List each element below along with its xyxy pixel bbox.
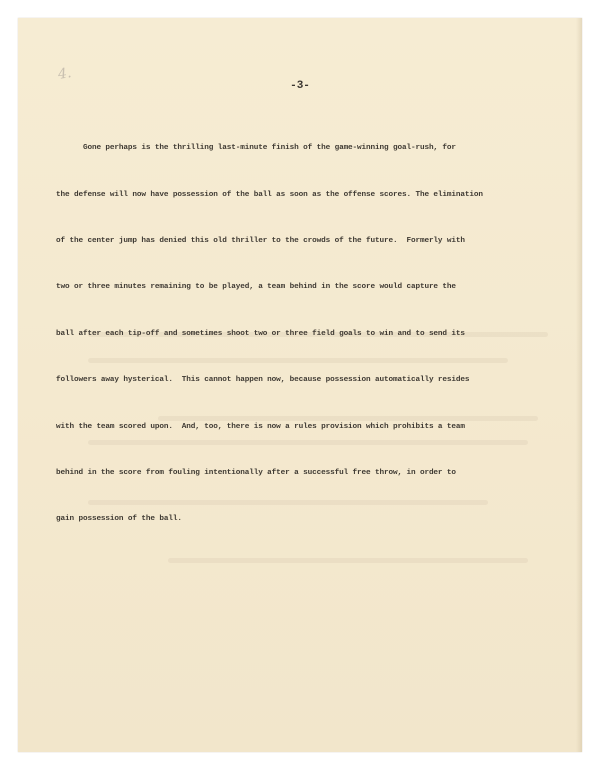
body-paragraph: [56, 114, 576, 578]
paragraph-line: ball after each tip-off and sometimes shoot two or three field goals to win and to send its: [56, 329, 465, 338]
paragraph-line: with the team scored upon. And, too, there is now a rules provision which prohibits a team: [56, 422, 465, 431]
paragraph-line: the defense will now have possession of the ball as soon as the offense scores. The elimination: [56, 190, 483, 199]
paragraph-line: of the center jump has denied this old thriller to the crowds of the future. Formerly with: [56, 237, 465, 246]
typed-page: [18, 18, 582, 752]
page-number: -3-: [290, 80, 310, 92]
pencil-annotation: 4.: [56, 65, 73, 83]
paragraph-line: followers away hysterical. This cannot happen now, because possession automatically resides: [56, 376, 470, 385]
paragraph-line: gain possession of the ball.: [56, 515, 182, 524]
paragraph-line: behind in the score from fouling intentionally after a successful free throw, in order to: [56, 469, 456, 478]
paragraph-line: two or three minutes remaining to be played, a team behind in the score would capture the: [56, 283, 456, 292]
paragraph-line: Gone perhaps is the thrilling last-minute finish of the game-winning goal-rush, for: [56, 144, 456, 153]
